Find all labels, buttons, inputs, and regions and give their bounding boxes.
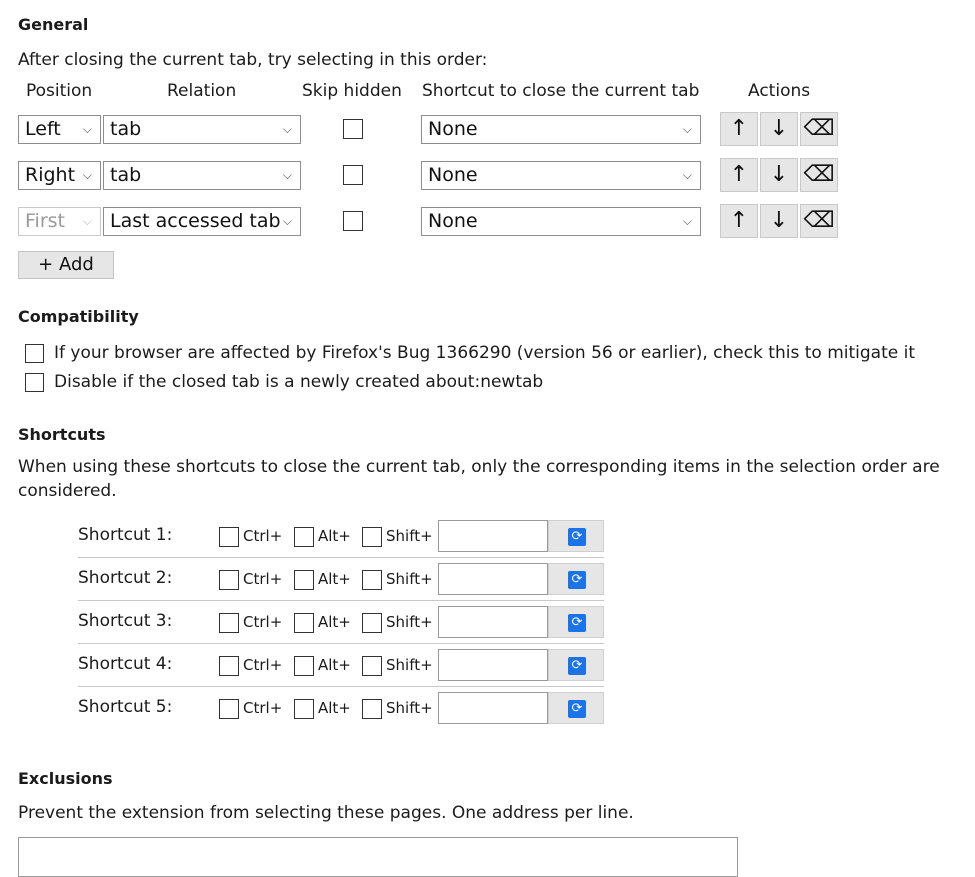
- general-heading: General: [18, 15, 89, 34]
- disable-newtab-checkbox[interactable]: [25, 373, 44, 392]
- move-up-button-row-1[interactable]: [720, 112, 758, 146]
- relation-select-row-2[interactable]: [103, 161, 301, 190]
- arrow-down-icon: ↓: [769, 208, 789, 233]
- shortcut-select-row-1[interactable]: [421, 115, 701, 144]
- shortcut-5-alt-checkbox[interactable]: [294, 699, 314, 719]
- divider: [78, 600, 604, 601]
- move-up-button-row-2[interactable]: [720, 158, 758, 192]
- shortcut-1-key-input[interactable]: [438, 520, 548, 552]
- backspace-icon: ⌫: [803, 162, 835, 187]
- arrow-down-icon: ↓: [769, 162, 789, 187]
- delete-button-row-1[interactable]: [800, 112, 838, 146]
- shortcut-3-key-input[interactable]: [438, 606, 548, 638]
- position-value: Left: [25, 118, 61, 140]
- position-select-row-2[interactable]: [18, 161, 101, 190]
- position-select-row-3: [18, 207, 101, 236]
- column-position: Position: [26, 81, 93, 101]
- shortcut-value: None: [428, 210, 478, 232]
- exclusions-heading: Exclusions: [18, 769, 113, 788]
- alt-label: Alt+: [318, 656, 351, 674]
- shortcut-value: None: [428, 118, 478, 140]
- ctrl-label: Ctrl+: [243, 570, 283, 588]
- shortcut-2-shift-checkbox[interactable]: [362, 570, 382, 590]
- shortcut-5-shift-checkbox[interactable]: [362, 699, 382, 719]
- delete-button-row-2[interactable]: [800, 158, 838, 192]
- shortcut-1-alt-checkbox[interactable]: [294, 527, 314, 547]
- alt-label: Alt+: [318, 613, 351, 631]
- chevron-down-icon: ⌵: [282, 168, 292, 182]
- chevron-down-icon: ⌵: [282, 214, 292, 228]
- chevron-down-icon: ⌵: [82, 214, 92, 228]
- shift-label: Shift+: [386, 527, 433, 545]
- shortcuts-heading: Shortcuts: [18, 425, 106, 444]
- column-actions: Actions: [748, 81, 811, 101]
- shift-label: Shift+: [386, 656, 433, 674]
- delete-button-row-3[interactable]: [800, 204, 838, 238]
- shortcut-5-reset-button[interactable]: [548, 692, 604, 724]
- general-description: After closing the current tab, try selecting in this order:: [18, 50, 488, 70]
- move-down-button-row-1[interactable]: [760, 112, 798, 146]
- shortcut-2-label: Shortcut 2:: [78, 568, 173, 588]
- shift-label: Shift+: [386, 699, 433, 717]
- shortcut-3-alt-checkbox[interactable]: [294, 613, 314, 633]
- ctrl-label: Ctrl+: [243, 527, 283, 545]
- shortcut-3-shift-checkbox[interactable]: [362, 613, 382, 633]
- bug-mitigation-checkbox[interactable]: [25, 344, 44, 363]
- exclusions-textarea[interactable]: [18, 837, 738, 877]
- shortcut-5-key-input[interactable]: [438, 692, 548, 724]
- refresh-icon: ⟳: [568, 657, 586, 675]
- arrow-up-icon: ↑: [729, 208, 749, 233]
- arrow-up-icon: ↑: [729, 162, 749, 187]
- shortcut-5-ctrl-checkbox[interactable]: [219, 699, 239, 719]
- relation-value: Last accessed tab: [110, 210, 281, 232]
- shortcut-1-label: Shortcut 1:: [78, 525, 173, 545]
- move-up-button-row-3[interactable]: [720, 204, 758, 238]
- divider: [78, 686, 604, 687]
- position-value: First: [25, 210, 65, 232]
- alt-label: Alt+: [318, 699, 351, 717]
- position-select-row-1[interactable]: [18, 115, 101, 144]
- ctrl-label: Ctrl+: [243, 613, 283, 631]
- backspace-icon: ⌫: [803, 116, 835, 141]
- shortcut-2-alt-checkbox[interactable]: [294, 570, 314, 590]
- skip-hidden-checkbox-row-3[interactable]: [343, 211, 363, 231]
- disable-newtab-label: Disable if the closed tab is a newly created about:newtab: [54, 372, 544, 392]
- chevron-down-icon: ⌵: [682, 168, 692, 182]
- arrow-up-icon: ↑: [729, 116, 749, 141]
- shortcut-2-reset-button[interactable]: [548, 563, 604, 595]
- shortcut-4-reset-button[interactable]: [548, 649, 604, 681]
- shortcut-4-shift-checkbox[interactable]: [362, 656, 382, 676]
- shift-label: Shift+: [386, 570, 433, 588]
- shortcut-1-shift-checkbox[interactable]: [362, 527, 382, 547]
- shortcut-4-key-input[interactable]: [438, 649, 548, 681]
- shortcut-2-ctrl-checkbox[interactable]: [219, 570, 239, 590]
- shortcut-1-ctrl-checkbox[interactable]: [219, 527, 239, 547]
- column-shortcut: Shortcut to close the current tab: [422, 81, 700, 101]
- add-button[interactable]: + Add: [18, 251, 114, 279]
- shortcut-4-ctrl-checkbox[interactable]: [219, 656, 239, 676]
- ctrl-label: Ctrl+: [243, 656, 283, 674]
- column-skip-hidden: Skip hidden: [302, 81, 402, 101]
- ctrl-label: Ctrl+: [243, 699, 283, 717]
- chevron-down-icon: ⌵: [282, 122, 292, 136]
- backspace-icon: ⌫: [803, 208, 835, 233]
- compatibility-heading: Compatibility: [18, 307, 139, 326]
- relation-select-row-3[interactable]: [103, 207, 301, 236]
- shift-label: Shift+: [386, 613, 433, 631]
- refresh-icon: ⟳: [568, 614, 586, 632]
- position-value: Right: [25, 164, 76, 186]
- exclusions-description: Prevent the extension from selecting these pages. One address per line.: [18, 803, 634, 823]
- shortcut-2-key-input[interactable]: [438, 563, 548, 595]
- chevron-down-icon: ⌵: [82, 168, 92, 182]
- shortcuts-description-line-1: When using these shortcuts to close the current tab, only the corresponding items in the selection order are: [18, 457, 940, 477]
- relation-select-row-1[interactable]: [103, 115, 301, 144]
- skip-hidden-checkbox-row-1[interactable]: [343, 119, 363, 139]
- shortcut-5-label: Shortcut 5:: [78, 697, 173, 717]
- divider: [78, 643, 604, 644]
- shortcuts-description-line-2: considered.: [18, 481, 117, 501]
- chevron-down-icon: ⌵: [682, 214, 692, 228]
- divider: [78, 557, 604, 558]
- shortcut-3-reset-button[interactable]: [548, 606, 604, 638]
- arrow-down-icon: ↓: [769, 116, 789, 141]
- shortcut-4-label: Shortcut 4:: [78, 654, 173, 674]
- shortcut-4-alt-checkbox[interactable]: [294, 656, 314, 676]
- move-down-button-row-2[interactable]: [760, 158, 798, 192]
- chevron-down-icon: ⌵: [82, 122, 92, 136]
- shortcut-select-row-3[interactable]: [421, 207, 701, 236]
- shortcut-1-reset-button[interactable]: [548, 520, 604, 552]
- bug-mitigation-label: If your browser are affected by Firefox's Bug 1366290 (version 56 or earlier), check this to mitigate it: [54, 343, 915, 363]
- shortcut-value: None: [428, 164, 478, 186]
- alt-label: Alt+: [318, 570, 351, 588]
- shortcut-3-ctrl-checkbox[interactable]: [219, 613, 239, 633]
- alt-label: Alt+: [318, 527, 351, 545]
- column-relation: Relation: [167, 81, 237, 101]
- shortcut-select-row-2[interactable]: [421, 161, 701, 190]
- skip-hidden-checkbox-row-2[interactable]: [343, 165, 363, 185]
- shortcut-3-label: Shortcut 3:: [78, 611, 173, 631]
- relation-value: tab: [110, 118, 142, 140]
- refresh-icon: ⟳: [568, 528, 586, 546]
- move-down-button-row-3[interactable]: [760, 204, 798, 238]
- refresh-icon: ⟳: [568, 700, 586, 718]
- refresh-icon: ⟳: [568, 571, 586, 589]
- relation-value: tab: [110, 164, 142, 186]
- chevron-down-icon: ⌵: [682, 122, 692, 136]
